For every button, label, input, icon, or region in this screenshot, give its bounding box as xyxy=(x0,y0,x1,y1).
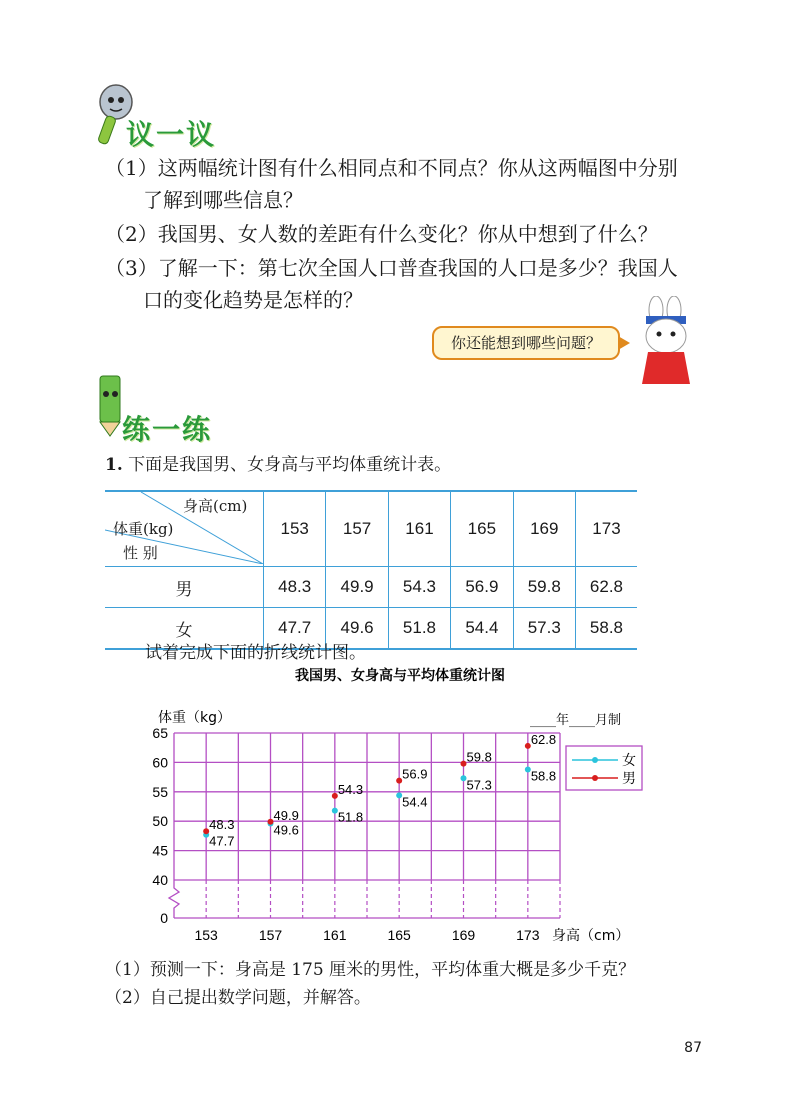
y-tick-label: 40 xyxy=(152,872,168,888)
data-label: 49.9 xyxy=(273,807,299,823)
weight-cell: 56.9 xyxy=(451,567,513,608)
discuss-question-1: （1）这两幅统计图有什么相同点和不同点？你从这两幅图中分别 了解到哪些信息？ xyxy=(105,156,678,212)
weight-cell: 54.3 xyxy=(388,567,450,608)
legend-marker xyxy=(592,757,598,763)
weight-cell: 58.8 xyxy=(575,608,637,650)
speech-bubble: 你还能想到哪些问题？ xyxy=(432,326,620,360)
table-row xyxy=(105,567,637,608)
data-label: 62.8 xyxy=(530,731,557,747)
data-label: 59.8 xyxy=(466,749,492,765)
page-number: 87 xyxy=(684,1040,702,1056)
height-header-cell: 153 xyxy=(264,491,326,567)
data-label: 51.8 xyxy=(337,809,364,825)
weight-cell: 48.3 xyxy=(264,567,326,608)
practice-item-1: 1. 下面是我国男、女身高与平均体重统计表。 xyxy=(105,455,452,475)
weight-cell: 54.4 xyxy=(451,608,513,650)
data-label: 57.3 xyxy=(466,777,492,793)
weight-line-chart xyxy=(0,660,800,950)
weight-cell: 51.8 xyxy=(388,608,450,650)
gender-cell: 男 xyxy=(105,567,264,608)
weight-cell: 57.3 xyxy=(513,608,575,650)
x-tick-label: 153 xyxy=(194,927,218,943)
y-tick-label: 0 xyxy=(160,910,168,926)
data-label: 48.3 xyxy=(209,817,235,833)
y-tick-label: 50 xyxy=(152,813,168,830)
height-header-cell: 165 xyxy=(451,491,513,567)
x-tick-label: 165 xyxy=(387,927,411,943)
chart-instruction: 试着完成下面的折线统计图。 xyxy=(145,643,366,663)
y-tick-label: 55 xyxy=(152,783,168,800)
axis-break-icon xyxy=(169,880,179,918)
sub-question-1: （1）预测一下：身高是 175 厘米的男性，平均体重大概是多少千克？ xyxy=(105,960,636,980)
height-header-cell: 173 xyxy=(575,491,637,567)
weight-cell: 49.9 xyxy=(326,567,388,608)
weight-cell: 49.6 xyxy=(326,608,388,650)
height-weight-table xyxy=(105,490,637,650)
data-label: 56.9 xyxy=(402,766,428,782)
data-label: 49.6 xyxy=(273,822,299,838)
y-tick-label: 45 xyxy=(152,842,168,859)
gender-cell: 女 xyxy=(105,608,264,650)
weight-cell: 59.8 xyxy=(513,567,575,608)
legend-marker xyxy=(592,775,598,781)
legend-label: 女 xyxy=(622,753,636,769)
x-tick-label: 161 xyxy=(323,927,347,943)
data-label: 47.7 xyxy=(209,833,235,849)
data-label: 54.4 xyxy=(402,794,428,810)
table-corner-header: 身高(cm) 体重(kg) 性 别 xyxy=(105,491,264,567)
height-header-cell: 161 xyxy=(388,491,450,567)
chart-title: 我国男、女身高与平均体重统计图 xyxy=(295,668,505,684)
weight-cell: 47.7 xyxy=(264,608,326,650)
x-axis-label: 身高（cm） xyxy=(552,928,630,944)
x-tick-label: 157 xyxy=(258,927,283,943)
data-label: 58.8 xyxy=(530,768,557,784)
discuss-heading: 议一议 xyxy=(126,118,217,151)
discuss-question-3: （3）了解一下：第七次全国人口普查我国的人口是多少？我国人 口的变化趋势是怎样的？ xyxy=(105,256,678,312)
date-line: ____年____月制 xyxy=(530,713,622,728)
x-tick-label: 169 xyxy=(451,927,476,943)
weight-cell: 62.8 xyxy=(575,567,637,608)
legend-label: 男 xyxy=(622,771,636,787)
discuss-question-2: （2）我国男、女人数的差距有什么变化？你从中想到了什么？ xyxy=(105,222,658,246)
data-label: 54.3 xyxy=(337,781,364,797)
height-header-cell: 157 xyxy=(326,491,388,567)
sub-question-2: （2）自己提出数学问题，并解答。 xyxy=(105,988,371,1008)
practice-heading: 练一练 xyxy=(122,413,213,446)
y-tick-label: 65 xyxy=(152,725,168,741)
height-header-cell: 169 xyxy=(513,491,575,567)
rabbit-mascot-icon xyxy=(626,296,702,388)
y-axis-label: 体重（kg） xyxy=(158,710,231,726)
x-tick-label: 173 xyxy=(516,927,540,943)
y-tick-label: 60 xyxy=(152,754,168,771)
